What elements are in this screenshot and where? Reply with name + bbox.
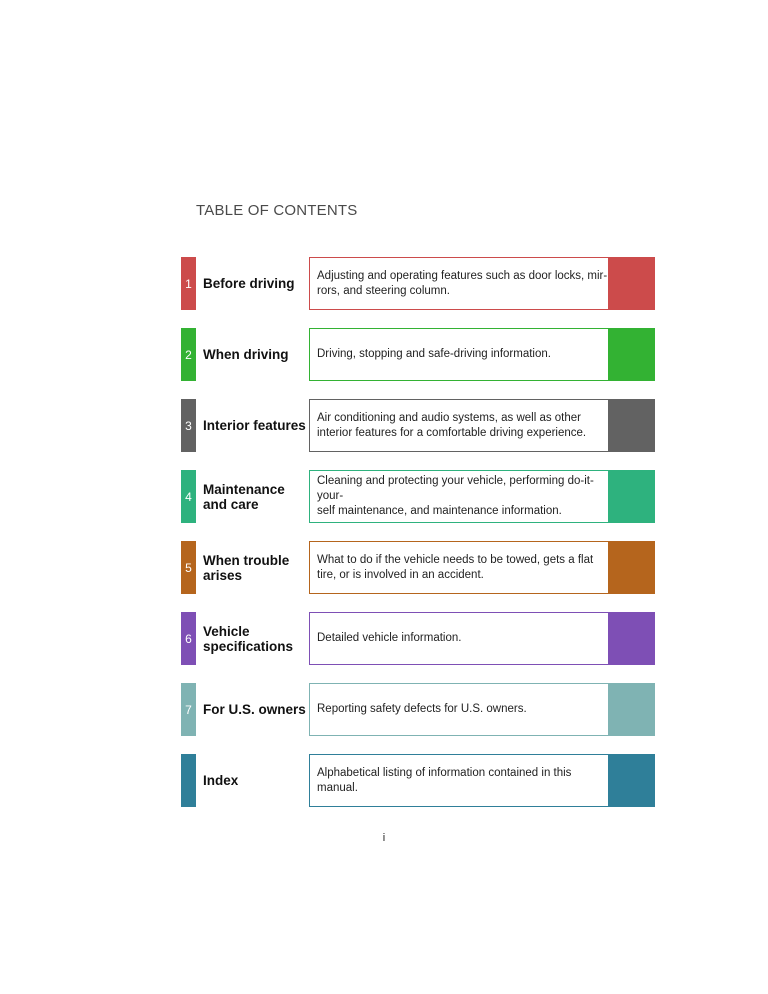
section-title[interactable]: Maintenance and care bbox=[203, 481, 285, 512]
section-description-box bbox=[309, 683, 616, 736]
section-title[interactable]: When driving bbox=[203, 347, 289, 362]
page-number: i bbox=[382, 832, 386, 844]
section-title[interactable]: For U.S. owners bbox=[203, 702, 306, 717]
toc-entry-maintenance-and-care[interactable] bbox=[181, 470, 655, 523]
toc-entry-vehicle-specifications[interactable] bbox=[181, 612, 655, 665]
section-color-block bbox=[608, 612, 655, 665]
section-color-block bbox=[608, 257, 655, 310]
section-description: Air conditioning and audio systems, as well as other interior features for a comfortable driving experience. bbox=[317, 411, 587, 439]
section-tab bbox=[181, 328, 196, 381]
toc-entry-for-us-owners[interactable] bbox=[181, 683, 655, 736]
section-color-block bbox=[608, 470, 655, 523]
section-description-box bbox=[309, 470, 616, 523]
toc-entry-interior-features[interactable] bbox=[181, 399, 655, 452]
section-color-block bbox=[608, 683, 655, 736]
section-description: Cleaning and protecting your vehicle, performing do-it-your- self maintenance, and maintenance information. bbox=[317, 475, 594, 517]
section-number: 3 bbox=[185, 418, 192, 433]
section-description: Detailed vehicle information. bbox=[317, 632, 462, 644]
toc-entry-when-driving[interactable] bbox=[181, 328, 655, 381]
section-number: 4 bbox=[185, 489, 192, 504]
section-tab bbox=[181, 683, 196, 736]
section-description-box bbox=[309, 612, 616, 665]
section-color-block bbox=[608, 328, 655, 381]
section-description-box bbox=[309, 399, 616, 452]
page-title: TABLE OF CONTENTS bbox=[196, 202, 358, 219]
section-description: Alphabetical listing of information contained in this manual. bbox=[317, 766, 572, 794]
section-title[interactable]: Before driving bbox=[203, 276, 295, 291]
section-tab bbox=[181, 541, 196, 594]
section-description-box bbox=[309, 541, 616, 594]
section-description: Reporting safety defects for U.S. owners. bbox=[317, 703, 527, 715]
section-title[interactable]: Vehicle specifications bbox=[203, 623, 294, 654]
section-color-block bbox=[608, 399, 655, 452]
section-title[interactable]: When trouble arises bbox=[203, 552, 290, 583]
section-tab bbox=[181, 470, 196, 523]
section-number: 1 bbox=[185, 276, 192, 291]
section-color-block bbox=[608, 754, 655, 807]
toc-entry-before-driving[interactable] bbox=[181, 257, 655, 310]
section-number: 2 bbox=[185, 347, 192, 362]
toc-entry-when-trouble-arises[interactable] bbox=[181, 541, 655, 594]
section-color-block bbox=[608, 541, 655, 594]
section-tab bbox=[181, 754, 196, 807]
section-description: Driving, stopping and safe-driving information. bbox=[317, 348, 551, 360]
section-description-box bbox=[309, 754, 616, 807]
section-description: Adjusting and operating features such as door locks, mir- rors, and steering column. bbox=[317, 269, 608, 297]
section-description-box bbox=[309, 328, 616, 381]
section-tab bbox=[181, 257, 196, 310]
section-description-box bbox=[309, 257, 616, 310]
toc-entry-index[interactable] bbox=[181, 754, 655, 807]
section-number: 6 bbox=[185, 631, 192, 646]
section-title[interactable]: Index bbox=[203, 773, 239, 788]
section-number: 7 bbox=[185, 702, 192, 717]
section-number: 5 bbox=[185, 560, 192, 575]
section-tab bbox=[181, 399, 196, 452]
section-title[interactable]: Interior features bbox=[203, 418, 306, 433]
section-tab bbox=[181, 612, 196, 665]
section-description: What to do if the vehicle needs to be towed, gets a flat tire, or is involved in an accident. bbox=[317, 553, 594, 581]
